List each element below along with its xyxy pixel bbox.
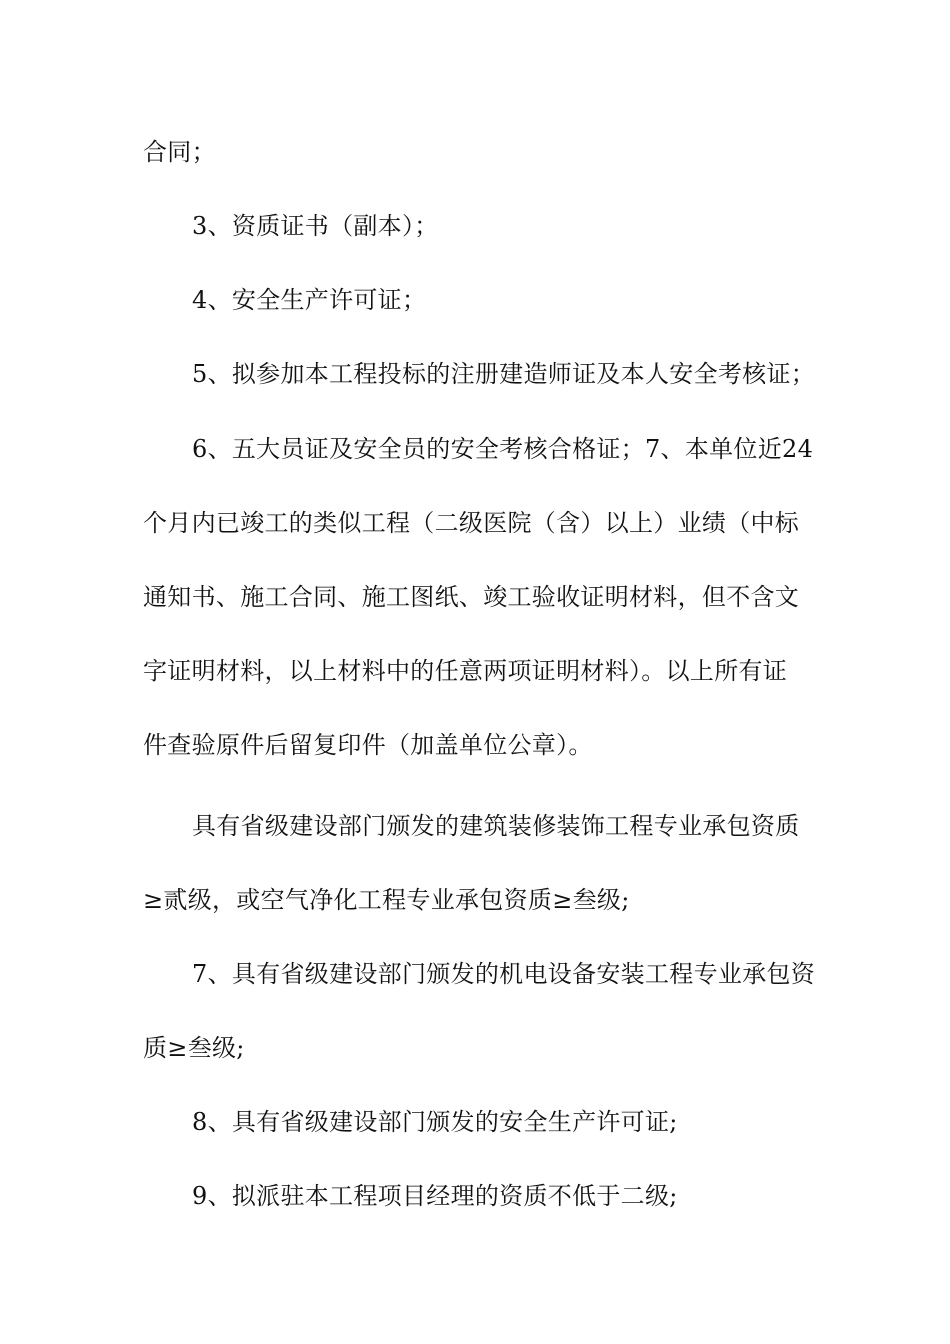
list-item-7: 7、具有省级建设部门颁发的机电设备安装工程专业承包资 [192, 960, 816, 988]
text-line-continuation: 字证明材料，以上材料中的任意两项证明材料）。以上所有证 [143, 657, 788, 685]
text-line-continuation: 件查验原件后留复印件（加盖单位公章）。 [143, 731, 593, 759]
paragraph-qualification: 具有省级建设部门颁发的建筑装修装饰工程专业承包资质 [192, 812, 800, 840]
list-item-8: 8、具有省级建设部门颁发的安全生产许可证; [192, 1108, 678, 1136]
list-item-4: 4、安全生产许可证； [192, 286, 427, 314]
text-line-contract: 合同； [143, 138, 216, 166]
list-item-5: 5、拟参加本工程投标的注册建造师证及本人安全考核证； [192, 360, 816, 388]
text-line-continuation: ≥贰级，或空气净化工程专业承包资质≥叁级; [143, 886, 630, 914]
list-item-9: 9、拟派驻本工程项目经理的资质不低于二级; [192, 1182, 678, 1210]
text-line-continuation: 质≥叁级; [143, 1034, 245, 1062]
list-item-6: 6、五大员证及安全员的安全考核合格证；7、本单位近24 [192, 435, 814, 463]
text-line-continuation: 通知书、施工合同、施工图纸、竣工验收证明材料，但不含文 [143, 583, 800, 611]
list-item-3: 3、资质证书（副本）； [192, 212, 439, 240]
text-line-continuation: 个月内已竣工的类似工程（二级医院（含）以上）业绩（中标 [143, 509, 800, 537]
